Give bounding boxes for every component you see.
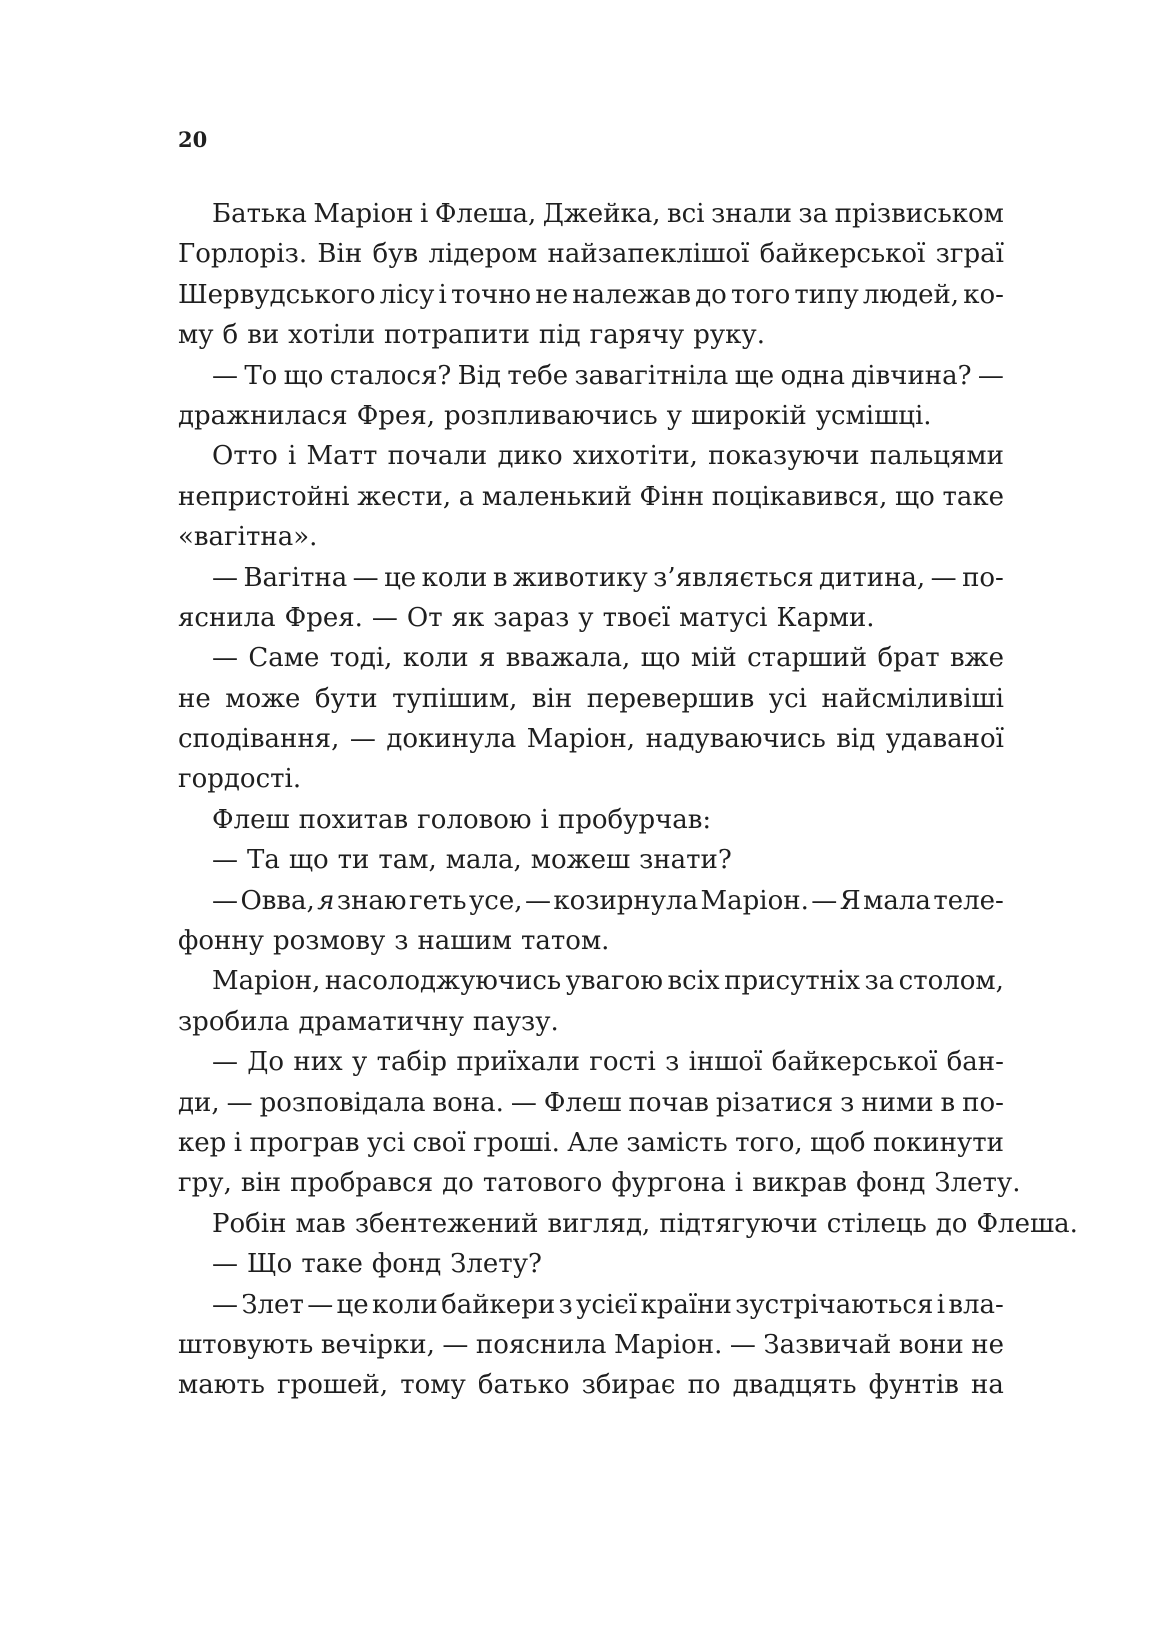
word: Маріон. xyxy=(700,885,809,916)
word: зараз xyxy=(493,602,570,633)
word: ко- xyxy=(963,279,1004,310)
text-line xyxy=(178,396,1004,436)
word: лідером xyxy=(428,239,538,270)
word: людей, xyxy=(862,279,960,310)
word: надуваючись xyxy=(645,724,826,755)
word: він xyxy=(240,1168,282,1199)
word: руку. xyxy=(693,320,765,351)
word: Злету? xyxy=(450,1249,542,1280)
word: замість xyxy=(626,1127,728,1158)
word: там, xyxy=(378,845,437,876)
text-line xyxy=(178,921,1004,961)
word: тоді, xyxy=(329,643,393,674)
word: не xyxy=(971,1329,1004,1360)
text-line xyxy=(178,558,1004,598)
word: по- xyxy=(962,1087,1004,1118)
word: коли xyxy=(371,1289,438,1320)
word: маленький xyxy=(481,481,632,512)
word: То xyxy=(244,360,278,391)
word: Овва, xyxy=(240,885,315,916)
word: показуючи xyxy=(708,441,860,472)
word: Та xyxy=(247,845,280,876)
word: з xyxy=(558,1289,573,1320)
word: по- xyxy=(962,562,1004,593)
text-line xyxy=(178,1285,1004,1325)
word: належав xyxy=(572,279,692,310)
word: усмішці. xyxy=(815,400,932,431)
word: всі xyxy=(667,199,705,229)
word: пробрався xyxy=(290,1168,434,1199)
word: мій xyxy=(690,643,737,674)
word: зустрічаються xyxy=(735,1289,934,1320)
word: Зазвичай xyxy=(763,1329,892,1360)
word: я xyxy=(478,643,496,674)
word: розмову xyxy=(272,926,386,957)
text-line xyxy=(178,1204,1078,1244)
text-line xyxy=(178,234,1004,274)
word: вони xyxy=(898,1329,964,1360)
word: двадцять xyxy=(732,1370,857,1401)
word: докинула xyxy=(386,724,517,755)
word: в xyxy=(492,562,508,593)
word: — xyxy=(811,885,838,916)
word: того, xyxy=(735,1127,803,1158)
word: — xyxy=(442,1329,469,1360)
word: Матт xyxy=(306,441,378,472)
word: байкерської xyxy=(771,1047,938,1078)
word: і xyxy=(438,279,447,310)
text-line xyxy=(178,1163,1021,1203)
word: не xyxy=(535,279,569,310)
word: нашим xyxy=(417,926,513,957)
word: — xyxy=(524,885,551,916)
word: іншої xyxy=(688,1047,763,1078)
word: му xyxy=(178,320,214,351)
word: — xyxy=(352,562,379,593)
word: програв xyxy=(249,1127,360,1158)
word: усі xyxy=(768,683,807,714)
word: найзапеклішої xyxy=(547,239,750,270)
word: — xyxy=(510,1087,537,1118)
word: бан- xyxy=(946,1047,1004,1078)
text-line xyxy=(178,638,1004,678)
word: дико xyxy=(497,441,563,472)
word: — xyxy=(212,643,238,674)
word: татом. xyxy=(521,926,610,957)
word: щоб xyxy=(810,1127,866,1158)
word: паузу. xyxy=(472,1006,559,1037)
text-line xyxy=(178,1002,1004,1042)
text-line xyxy=(178,315,1004,355)
word: він xyxy=(531,683,573,714)
word: таке xyxy=(942,481,1004,512)
word: точно xyxy=(451,279,532,310)
word: в xyxy=(940,1087,956,1118)
word: жести, xyxy=(357,481,452,512)
word: лісу xyxy=(379,279,435,310)
text-line xyxy=(178,477,1004,517)
word: і xyxy=(287,441,297,472)
word: пробурчав: xyxy=(557,804,712,835)
word: таке xyxy=(301,1249,363,1280)
word: з xyxy=(665,1047,680,1078)
word: дівчина? xyxy=(851,360,972,391)
word: Отто xyxy=(212,441,278,472)
word: драматичну xyxy=(298,1006,464,1037)
word: почали xyxy=(387,441,488,472)
word: фонд xyxy=(856,1168,926,1199)
word: типу xyxy=(794,279,859,310)
word: поцікавився, xyxy=(711,481,888,512)
text-line xyxy=(178,881,1004,921)
word: грошей, xyxy=(277,1370,389,1401)
word: Але xyxy=(567,1127,619,1158)
word: стілець xyxy=(826,1208,927,1239)
word: це xyxy=(384,562,417,593)
text-line xyxy=(178,1365,1004,1405)
word: мають xyxy=(178,1370,265,1401)
word: того xyxy=(730,279,791,310)
word: Маріон, xyxy=(212,966,321,997)
text-line xyxy=(178,356,1004,396)
word: Флеша. xyxy=(976,1208,1078,1239)
word: вважала, xyxy=(505,643,631,674)
word: твоєї xyxy=(602,602,671,633)
word: головою xyxy=(417,804,532,835)
text-line xyxy=(178,1042,1004,1082)
word: — xyxy=(212,845,238,876)
word: присутніх xyxy=(724,966,860,997)
text-line xyxy=(178,1083,1004,1123)
word: штовують xyxy=(178,1329,314,1360)
word: не xyxy=(178,683,211,714)
word: за xyxy=(864,966,895,997)
word: От xyxy=(406,602,443,633)
word: зграї xyxy=(935,239,1004,270)
word: коли xyxy=(421,562,488,593)
text-line xyxy=(178,1325,1004,1365)
word: я xyxy=(317,885,335,916)
word: був xyxy=(372,239,419,270)
word: Флеш xyxy=(543,1087,622,1118)
word: Флеш xyxy=(212,804,290,835)
word: приїхали xyxy=(456,1047,580,1078)
word: татового xyxy=(482,1168,603,1199)
word: батько xyxy=(477,1370,570,1401)
word: увагою xyxy=(565,966,663,997)
word: — xyxy=(307,1289,334,1320)
word: у xyxy=(351,1047,368,1078)
word: геть xyxy=(408,885,467,916)
word: Від xyxy=(457,360,502,391)
word: розпливаючись xyxy=(444,400,658,431)
word: Саме xyxy=(248,643,320,674)
word: Вагітна xyxy=(243,562,348,593)
word: — xyxy=(930,562,957,593)
word: розповідала xyxy=(259,1087,426,1118)
word: — xyxy=(212,1249,238,1280)
word: найсміливіші xyxy=(821,683,1004,714)
text-line xyxy=(178,1244,1004,1284)
page-number: 20 xyxy=(178,127,208,152)
word: одна xyxy=(780,360,845,391)
word: — xyxy=(212,885,238,916)
word: з xyxy=(840,1087,855,1118)
word: і xyxy=(419,199,429,229)
word: столом, xyxy=(898,966,1004,997)
word: Шервудського xyxy=(178,279,376,310)
word: знати? xyxy=(639,845,732,876)
word: ви xyxy=(247,320,280,351)
word: мала xyxy=(863,885,931,916)
word: що xyxy=(640,643,681,674)
word: підтягуючи xyxy=(659,1208,818,1239)
word: удаваної xyxy=(885,724,1004,755)
word: дитина, xyxy=(819,562,926,593)
word: і xyxy=(540,804,549,835)
word: матусі xyxy=(679,602,768,633)
word: завагітніла xyxy=(574,360,729,391)
word: Злету. xyxy=(934,1168,1021,1199)
word: що xyxy=(895,481,935,512)
word: усі xyxy=(366,1127,406,1158)
word: збирає xyxy=(581,1370,676,1401)
word: до xyxy=(695,279,727,310)
word: можеш xyxy=(530,845,631,876)
word: Маріон, xyxy=(526,724,636,755)
word: Джейка, xyxy=(542,199,661,229)
word: покинути xyxy=(873,1127,1004,1158)
word: животику xyxy=(512,562,648,593)
text-line xyxy=(178,598,1004,638)
word: Карми. xyxy=(776,602,875,633)
word: дражнилася xyxy=(178,400,348,431)
word: по xyxy=(687,1370,721,1401)
word: до xyxy=(442,1168,474,1199)
word: Горлоріз. xyxy=(178,239,308,270)
word: вже xyxy=(950,643,1004,674)
word: з’являється xyxy=(653,562,814,593)
word: всіх xyxy=(667,966,720,997)
word: — xyxy=(349,724,376,755)
word: непристойні xyxy=(178,481,350,512)
word: а xyxy=(458,481,475,512)
word: Маріон. xyxy=(614,1329,723,1360)
word: байкери xyxy=(441,1289,556,1320)
word: і xyxy=(936,1289,946,1320)
word: у xyxy=(666,400,682,431)
word: сталося? xyxy=(329,360,452,391)
word: викрав xyxy=(752,1168,848,1199)
word: брат xyxy=(877,643,940,674)
word: ними xyxy=(861,1087,934,1118)
word: до xyxy=(935,1208,968,1239)
text-line xyxy=(178,719,1004,759)
word: — xyxy=(212,1289,238,1320)
word: знаю xyxy=(336,885,407,916)
word: Флеша, xyxy=(434,199,537,229)
word: старший xyxy=(747,643,868,674)
word: байкерської xyxy=(759,239,926,270)
word: фонну xyxy=(178,926,264,957)
word: пальцями xyxy=(869,441,1004,472)
word: Злет xyxy=(241,1289,304,1320)
word: пояснила xyxy=(475,1329,607,1360)
word: від xyxy=(836,724,876,755)
word: сподівання, xyxy=(178,724,340,755)
word: вечірки, xyxy=(320,1329,435,1360)
word: як xyxy=(451,602,485,633)
word: Батька xyxy=(212,199,307,229)
word: Фрея, xyxy=(356,400,435,431)
word: вла- xyxy=(948,1289,1004,1320)
word: гордості. xyxy=(178,764,302,795)
word: що xyxy=(288,845,329,876)
word: ди, xyxy=(178,1087,220,1118)
word: коли xyxy=(402,643,469,674)
word: зробила xyxy=(178,1006,290,1037)
word: Фрея. xyxy=(284,602,363,633)
word: під xyxy=(538,320,581,351)
text-line xyxy=(178,800,1004,840)
word: ти xyxy=(337,845,370,876)
word: збентежений xyxy=(354,1208,539,1239)
text-line xyxy=(178,679,1004,719)
word: Він xyxy=(317,239,363,270)
word: фургона xyxy=(611,1168,726,1199)
word: вигляд, xyxy=(547,1208,651,1239)
text-line xyxy=(178,1123,1004,1163)
word: на xyxy=(971,1370,1004,1401)
word: і xyxy=(233,1127,243,1158)
word: тому xyxy=(400,1370,466,1401)
word: прізвиськом xyxy=(834,199,1004,229)
word: країни xyxy=(640,1289,732,1320)
word: і xyxy=(734,1168,744,1199)
word: гості xyxy=(589,1047,656,1078)
word: усе, xyxy=(468,885,523,916)
word: вона. xyxy=(432,1087,504,1118)
word: широкій xyxy=(690,400,807,431)
word: теле- xyxy=(933,885,1004,916)
text-line xyxy=(178,436,1004,476)
word: усієї xyxy=(576,1289,638,1320)
word: — xyxy=(226,1087,253,1118)
text-line xyxy=(178,517,1004,557)
text-line xyxy=(178,840,1004,880)
word: яснила xyxy=(178,602,276,633)
word: — xyxy=(371,602,398,633)
text-line xyxy=(178,275,1004,315)
text-line xyxy=(178,961,1004,1001)
word: насолоджуючись xyxy=(324,966,562,997)
word: гроші. xyxy=(473,1127,560,1158)
word: «вагітна». xyxy=(178,522,318,553)
word: Фінн xyxy=(639,481,705,512)
word: ще xyxy=(734,360,775,391)
word: мала, xyxy=(445,845,522,876)
word: з xyxy=(394,926,409,957)
word: кер xyxy=(178,1127,227,1158)
word: знали xyxy=(711,199,792,229)
word: Що xyxy=(247,1249,293,1280)
word: — xyxy=(212,562,238,593)
word: гру, xyxy=(178,1168,232,1199)
word: потрапити xyxy=(384,320,530,351)
word: мав xyxy=(295,1208,346,1239)
word: фунтів xyxy=(868,1370,959,1401)
word: похитав xyxy=(298,804,409,835)
word: табір xyxy=(376,1047,448,1078)
word: тупішим, xyxy=(392,683,518,714)
text-line xyxy=(178,759,1004,799)
word: — xyxy=(212,1047,238,1078)
word: гарячу xyxy=(589,320,685,351)
word: почав xyxy=(628,1087,709,1118)
word: що xyxy=(283,360,324,391)
word: хотіли xyxy=(288,320,376,351)
word: у xyxy=(578,602,594,633)
word: До xyxy=(247,1047,285,1078)
word: хихотіти, xyxy=(572,441,698,472)
word: козирнула xyxy=(553,885,699,916)
word: перевершив xyxy=(586,683,755,714)
word: б xyxy=(222,320,239,351)
word: Я xyxy=(839,885,861,916)
word: за xyxy=(798,199,829,229)
word: тебе xyxy=(507,360,569,391)
body-text xyxy=(178,194,1078,1406)
word: це xyxy=(336,1289,369,1320)
word: Маріон xyxy=(313,199,414,229)
word: — xyxy=(212,360,238,391)
text-line xyxy=(178,194,1004,234)
word: — xyxy=(729,1329,756,1360)
word: може xyxy=(225,683,301,714)
word: фонд xyxy=(371,1249,442,1280)
word: — xyxy=(977,360,1004,391)
word: бути xyxy=(314,683,378,714)
word: них xyxy=(293,1047,343,1078)
word: свої xyxy=(412,1127,466,1158)
word: Робін xyxy=(212,1208,287,1239)
word: різатися xyxy=(715,1087,834,1118)
